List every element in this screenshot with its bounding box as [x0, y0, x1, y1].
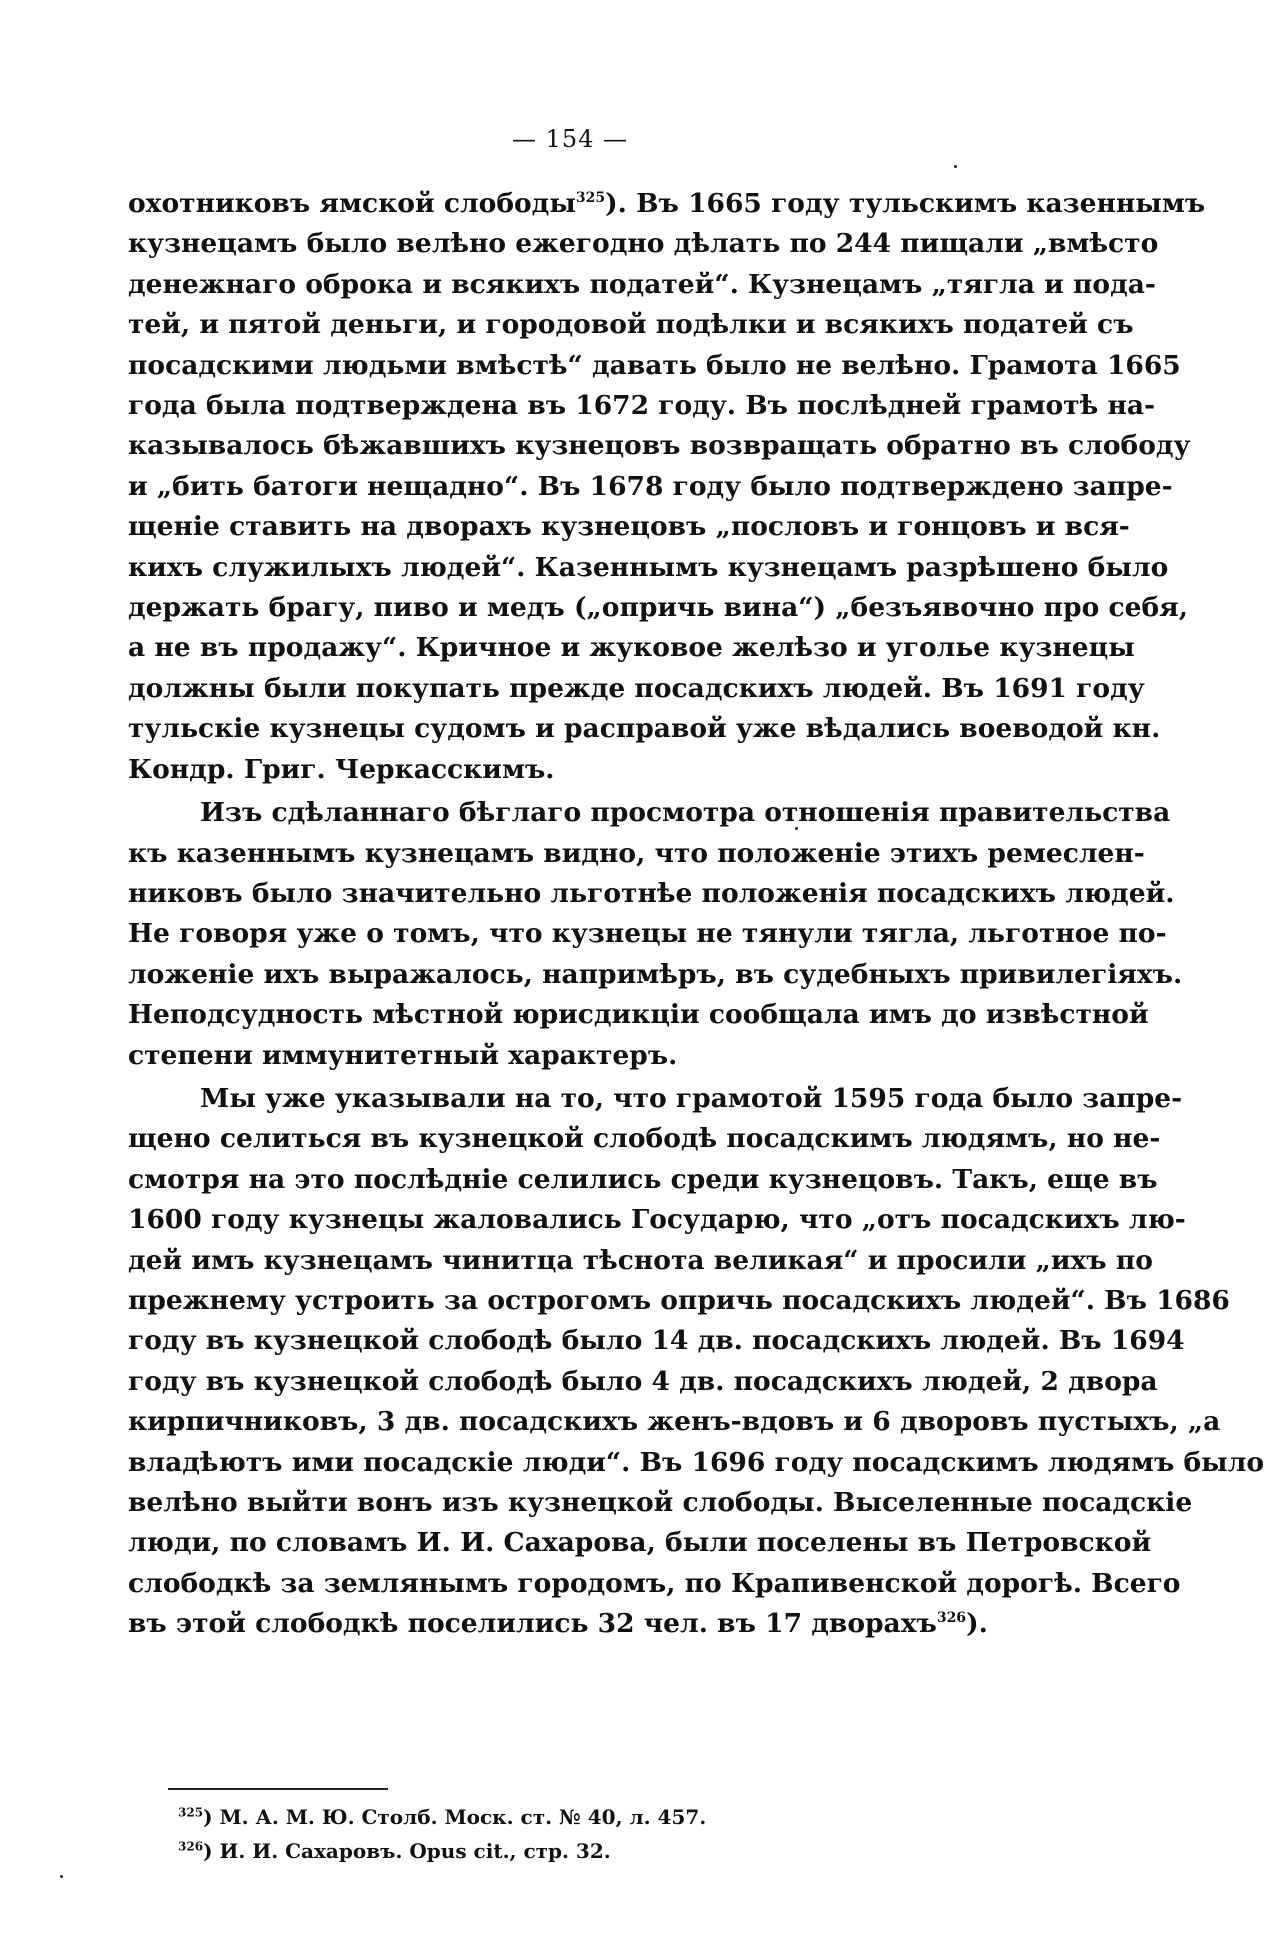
footnote-separator	[168, 1788, 388, 1790]
footnote-text: ) М. А. М. Ю. Столб. Моск. ст. № 40, л. 457.	[203, 1805, 707, 1829]
text-line: къ казеннымъ кузнецамъ видно, что положеніе этихъ ремеслен-	[128, 837, 1145, 869]
page-number: — 154 —	[511, 125, 629, 153]
text-line: тей, и пятой деньги, и городовой подѣлки и всякихъ податей съ	[128, 309, 1134, 341]
paragraph	[128, 1079, 1264, 1645]
text-line: Кондр. Григ. Черкасскимъ.	[128, 753, 555, 785]
text-line: щеніе ставить на дворахъ кузнецовъ „пословъ и гонцовъ и вся-	[128, 511, 1130, 543]
paragraph	[128, 184, 1206, 790]
footnote-reference[interactable]: 326	[936, 1610, 967, 1627]
text-line: посадскими людьми вмѣстѣ“ давать было не велѣно. Грамота 1665	[128, 349, 1181, 381]
text-line: денежнаго оброка и всякихъ податей“. Кузнецамъ „тягла и пода-	[128, 268, 1156, 300]
text-line: году въ кузнецкой слободѣ было 4 дв. посадскихъ людей, 2 двора	[128, 1365, 1158, 1397]
text-line: Изъ сдѣланнаго бѣглаго просмотра отношенія правительства	[200, 797, 1171, 829]
text-line: щено селиться въ кузнецкой слободѣ посадскимъ людямъ, но не-	[128, 1123, 1161, 1155]
text-line: слободкѣ за землянымъ городомъ, по Крапивенской дорогѣ. Всего	[128, 1567, 1181, 1599]
text-line: казывалось бѣжавшихъ кузнецовъ возвращать обратно въ слободу	[128, 430, 1191, 462]
text-line: дей имъ кузнецамъ чинитца тѣснота великая“ и просили „ихъ по	[128, 1244, 1153, 1276]
footnote-mark: 326	[178, 1839, 204, 1854]
text-line: тульскіе кузнецы судомъ и расправой уже вѣдались воеводой кн.	[128, 713, 1161, 745]
text-line: Неподсудность мѣстной юрисдикціи сообщала имъ до извѣстной	[128, 999, 1149, 1031]
footnotes	[178, 1800, 978, 1868]
paragraph	[128, 793, 1183, 1076]
print-speck	[60, 1875, 63, 1878]
text-line: ложеніе ихъ выражалось, напримѣръ, въ судебныхъ привилегіяхъ.	[128, 958, 1183, 990]
text-line: никовъ было значительно льготнѣе положенія посадскихъ людей.	[128, 877, 1175, 909]
text-line: кузнецамъ было велѣно ежегодно дѣлать по 244 пищали „вмѣсто	[128, 228, 1159, 260]
text-line: кирпичниковъ, 3 дв. посадскихъ женъ-вдовъ и 6 дворовъ пустыхъ, „а	[128, 1406, 1221, 1438]
text-line: въ этой слободкѣ поселились 32 чел. въ 17 дворахъ$^{326}$).	[128, 1608, 988, 1640]
footnote	[178, 1834, 978, 1868]
text-line: велѣно выйти вонъ изъ кузнецкой слободы. Выселенные посадскіе	[128, 1487, 1193, 1518]
text-line: охотниковъ ямской слободы$^{325}$). Въ 1665 году тульскимъ казеннымъ	[128, 188, 1206, 219]
text-line: должны были покупать прежде посадскихъ людей. Въ 1691 году	[128, 672, 1145, 704]
text-line: прежнему устроить за острогомъ опричь посадскихъ людей“. Въ 1686	[128, 1284, 1230, 1316]
text-line: держать брагу, пиво и медъ („опричь вина“) „безъявочно про себя,	[128, 592, 1188, 624]
footnote	[178, 1800, 978, 1834]
text-line: года была подтверждена въ 1672 году. Въ послѣдней грамотѣ на-	[128, 390, 1156, 422]
text-line: кихъ служилыхъ людей“. Казеннымъ кузнецамъ разрѣшено было	[128, 551, 1169, 583]
footnote-text: ) И. И. Сахаровъ. Opus cit., стр. 32.	[203, 1839, 611, 1863]
text-line: 1600 году кузнецы жаловались Государю, что „отъ посадскихъ лю-	[128, 1204, 1186, 1236]
text-line: Не говоря уже о томъ, что кузнецы не тянули тягла, льготное по-	[128, 918, 1167, 950]
text-line: Мы уже указывали на то, что грамотой 1595 года было запре-	[200, 1082, 1183, 1114]
text-line: владѣютъ ими посадскіе люди“. Въ 1696 году посадскимъ людямъ было	[128, 1446, 1264, 1478]
footnote-reference[interactable]: 325	[575, 190, 606, 207]
text-line: люди, по словамъ И. И. Сахарова, были поселены въ Петровской	[128, 1527, 1152, 1559]
text-line: смотря на это послѣдніе селились среди кузнецовъ. Такъ, еще въ	[128, 1163, 1158, 1195]
text-line: году въ кузнецкой слободѣ было 14 дв. посадскихъ людей. Въ 1694	[128, 1325, 1185, 1357]
text-line: и „бить батоги нещадно“. Въ 1678 году было подтверждено запре-	[128, 470, 1173, 502]
text-line: степени иммунитетный характеръ.	[128, 1039, 678, 1071]
main-text	[128, 184, 1264, 1645]
text-line: а не въ продажу“. Кричное и жуковое желѣзо и уголье кузнецы	[128, 632, 1135, 664]
print-speck	[954, 165, 957, 168]
footnote-mark: 325	[178, 1805, 204, 1820]
